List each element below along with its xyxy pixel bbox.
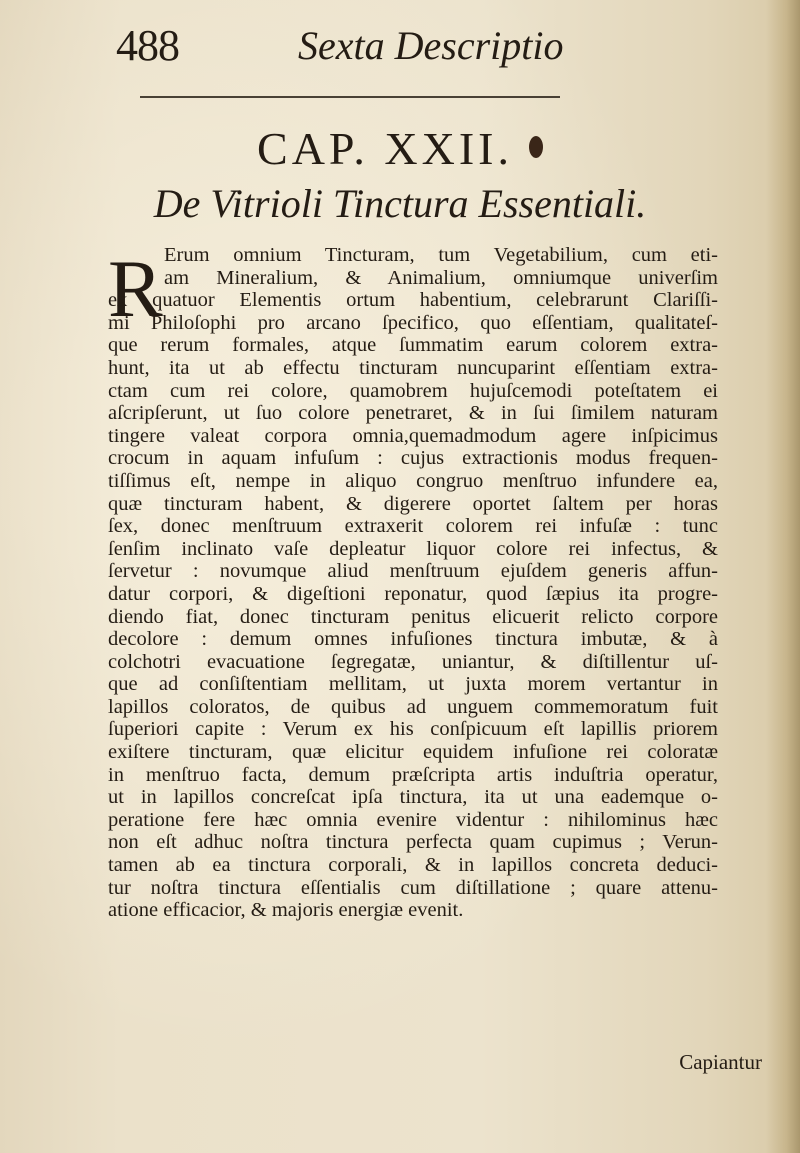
- chapter-heading: [0, 122, 800, 175]
- page-number: 488: [116, 21, 179, 70]
- body-line: ſenſim inclinato vaſe depleatur liquor colore rei infectus, &: [108, 537, 718, 560]
- body-line: ſervetur : novumque aliud menſtruum ejuſdem generis affun-: [108, 560, 718, 583]
- body-line: datur corpori, & digeſtioni reponatur, quod ſæpius ita progre-: [108, 582, 718, 605]
- body-line: atione efficacior, & majoris energiæ evenit.: [108, 899, 464, 922]
- body-line: diendo fiat, donec tincturam penitus elicuerit relicto corpore: [108, 605, 718, 628]
- body-line: tingere valeat corpora omnia,quemadmodum agere inſpicimus: [108, 424, 718, 447]
- body-line: tamen ab ea tinctura corporali, & in lapillos concreta deduci-: [108, 854, 718, 877]
- chapter-subtitle: De Vitrioli Tinctura Essentiali.: [153, 181, 647, 226]
- body-line: mi Philoſophi pro arcano ſpecifico, quo eſſentiam, qualitateſ-: [108, 311, 718, 334]
- body-line: hunt, ita ut ab effectu tincturam nuncuparint eſſentiam extra-: [108, 356, 718, 379]
- drop-cap: R: [108, 243, 163, 334]
- body-text: [108, 244, 718, 922]
- body-line: que ad conſiſtentiam mellitam, ut juxta morem vertantur in: [108, 673, 718, 696]
- ink-blot-mark: [529, 136, 543, 158]
- running-head: [108, 14, 708, 74]
- body-line: tiſſimus eſt, nempe in aliquo congruo menſtruo infundere ea,: [108, 469, 718, 492]
- body-line: ex quatuor Elementis ortum habentium, celebrarunt Clariſſi-: [108, 289, 718, 312]
- header-rule: [140, 96, 560, 98]
- body-line: colchotri evacuatione ſegregatæ, uniantur, & diſtillentur uſ-: [108, 650, 718, 673]
- body-line: Erum omnium Tincturam, tum Vegetabilium, cum eti-: [164, 244, 718, 266]
- body-line: ſex, donec menſtruum extraxerit colorem rei infuſæ : tunc: [108, 515, 718, 538]
- body-line: crocum in aquam infuſum : cujus extractionis modus frequen-: [108, 447, 718, 470]
- body-line: ctam cum rei colore, quamobrem hujuſcemodi poteſtatem ei: [108, 379, 718, 402]
- body-line: exiſtere tincturam, quæ elicitur equidem infuſione rei coloratæ: [108, 741, 718, 764]
- body-line: am Mineralium, & Animalium, omniumque univerſim: [164, 266, 718, 289]
- body-line: in menſtruo facta, demum præſcripta artis induſtria operatur,: [108, 763, 718, 786]
- chapter-heading-text: CAP. XXII.: [257, 123, 513, 174]
- catchword: Capiantur: [679, 1050, 762, 1074]
- body-line: peratione fere hæc omnia evenire videntur : nihilominus hæc: [108, 808, 718, 831]
- body-line: tur noſtra tinctura eſſentialis cum diſtillatione ; quare attenu-: [108, 876, 718, 899]
- body-line: quæ tincturam habent, & digerere oportet ſaltem per horas: [108, 492, 718, 515]
- body-line: lapillos coloratos, de quibus ad unguem commemoratum fuit: [108, 695, 718, 718]
- body-line: aſcripſerunt, ut ſuo colore penetraret, & in ſui ſimilem naturam: [108, 402, 718, 425]
- running-title: Sexta Descriptio: [298, 23, 564, 68]
- body-line: que rerum formales, atque ſummatim earum colorem extra-: [108, 334, 718, 357]
- body-line: decolore : demum omnes infuſiones tinctura imbutæ, & à: [108, 628, 718, 651]
- body-line: non eſt adhuc noſtra tinctura perfecta quam cupimus ; Verun-: [108, 831, 718, 854]
- body-line: ſuperiori capite : Verum ex his conſpicuum eſt lapillis priorem: [108, 718, 718, 741]
- body-line: ut in lapillos concreſcat ipſa tinctura, ita ut una eademque o-: [108, 786, 718, 809]
